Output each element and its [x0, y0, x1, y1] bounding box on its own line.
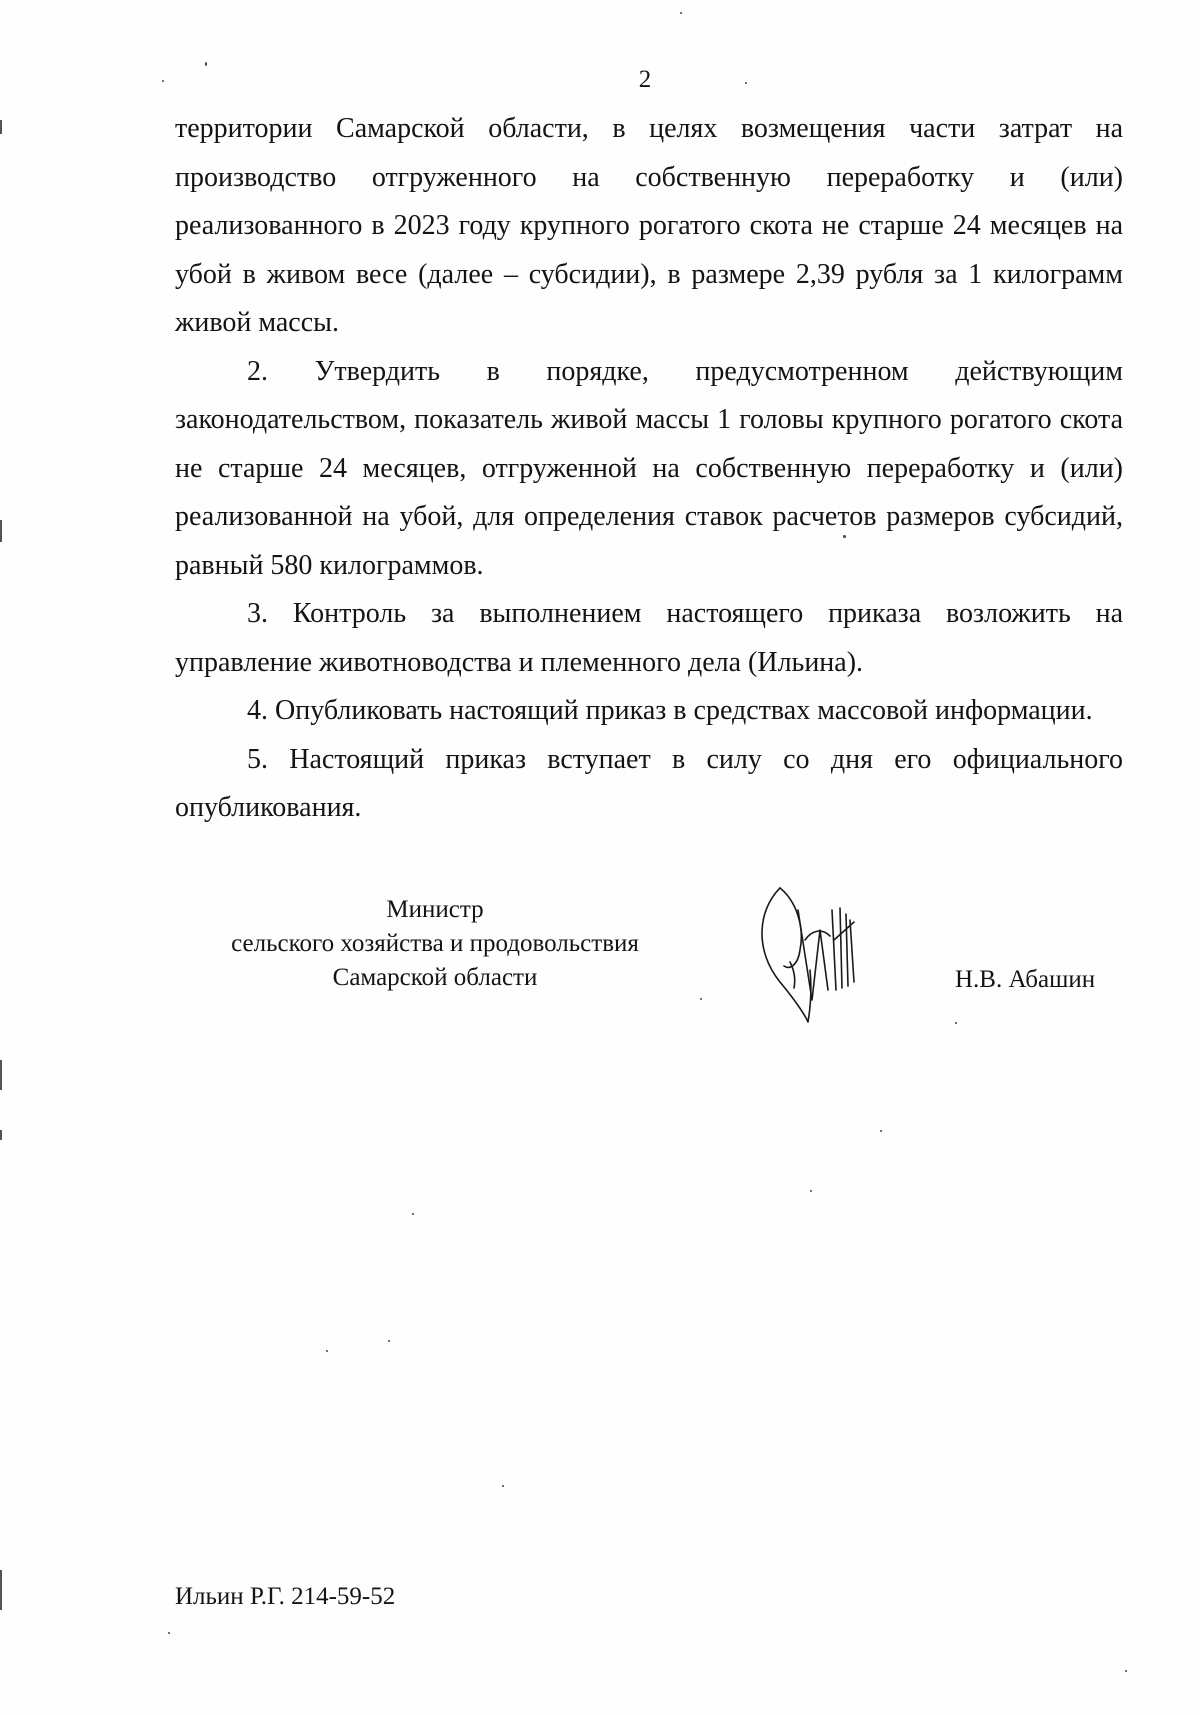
scan-speck — [388, 1340, 390, 1342]
paragraph-item-2: 2. Утвердить в порядке, предусмотренном действующим законодательством, показатель живой массы 1 головы крупного рогатого скота не старше 24 месяцев, отгруженной на собственную переработку и (или) реализованной на убой, для определения ставок расчетов размеров субсидий, равный 580 килограммов. — [175, 355, 1123, 581]
paragraph-continuation: территории Самарской области, в целях возмещения части затрат на производство отгруженного на собственную переработку и (или) реализованного в 2023 году крупного рогатого скота не старше 24 месяцев на убой в живом весе (далее – субсидии), в размере 2,39 рубля за 1 килограмм живой массы. — [175, 113, 1123, 338]
scan-speck — [955, 1022, 957, 1024]
scan-speck — [880, 1130, 882, 1132]
scan-speck — [680, 12, 682, 14]
scan-edge-mark — [0, 1570, 2, 1610]
scan-speck — [162, 80, 164, 82]
signatory-position — [170, 893, 700, 995]
scan-edge-mark — [0, 1060, 2, 1090]
scan-edge-mark — [0, 120, 2, 134]
scan-edge-mark — [0, 520, 2, 542]
document-body — [175, 105, 1123, 833]
scan-speck — [326, 1350, 328, 1352]
position-line-2: сельского хозяйства и продовольствия — [231, 930, 639, 957]
scan-speck — [412, 1213, 414, 1215]
paragraph-item-3: 3. Контроль за выполнением настоящего приказа возложить на управление животноводства и племенного дела (Ильина). — [175, 598, 1123, 678]
scan-speck — [205, 62, 207, 66]
handwritten-signature — [750, 870, 890, 1030]
executor-contact: Ильин Р.Г. 214-59-52 — [175, 1583, 396, 1610]
page-number: 2 — [638, 66, 652, 93]
position-line-1: Министр — [386, 896, 484, 923]
scan-speck — [810, 1190, 812, 1192]
scan-speck — [168, 1632, 170, 1634]
scan-speck — [843, 535, 846, 538]
scan-speck — [1125, 1670, 1127, 1672]
scan-edge-mark — [0, 1130, 2, 1140]
scan-speck — [502, 1485, 504, 1487]
paragraph-item-4: 4. Опубликовать настоящий приказ в средствах массовой информации. — [247, 695, 1093, 726]
scan-speck — [745, 82, 747, 84]
position-line-3: Самарской области — [332, 964, 538, 991]
scan-speck — [700, 998, 702, 1000]
signer-name: Н.В. Абашин — [955, 966, 1096, 993]
paragraph-item-5: 5. Настоящий приказ вступает в силу со дня его официального опубликования. — [175, 743, 1123, 823]
